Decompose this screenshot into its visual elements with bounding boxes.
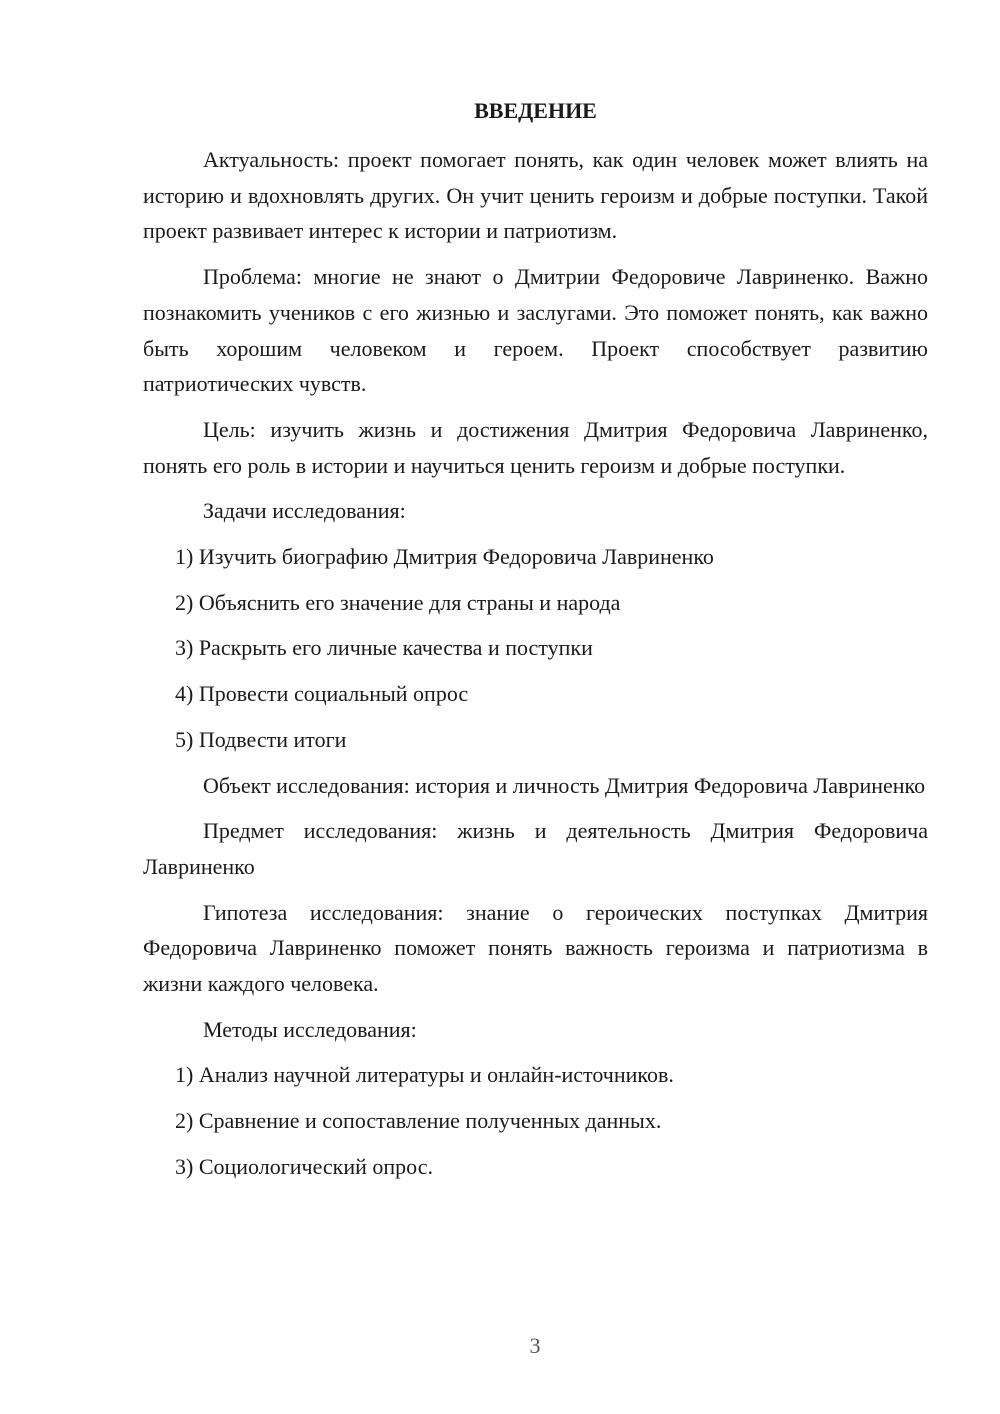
object-paragraph: Объект исследования: история и личность Дмитрия Федоровича Лавриненко	[203, 772, 926, 798]
problem-paragraph: Проблема: многие не знают о Дмитрии Федоровиче Лавриненко. Важно познакомить учеников с его жизнью и заслугами. Это поможет понять, как важно быть хорошим человеком и героем. Проект способствует развитию патриотических чувств.	[143, 264, 928, 397]
document-page	[143, 94, 928, 1195]
task-item: 4) Провести социальный опрос	[175, 681, 469, 707]
task-item: 3) Раскрыть его личные качества и поступки	[175, 635, 593, 661]
page-title: ВВЕДЕНИЕ	[474, 98, 597, 123]
hypothesis-paragraph: Гипотеза исследования: знание о героических поступках Дмитрия Федоровича Лавриненко поможет понять важность героизма и патриотизма в жизни каждого человека.	[143, 899, 928, 997]
task-item: 2) Объяснить его значение для страны и народа	[175, 589, 621, 615]
subject-paragraph: Предмет исследования: жизнь и деятельность Дмитрия Федоровича Лавриненко	[143, 818, 928, 879]
method-item: 2) Сравнение и сопоставление полученных данных.	[175, 1108, 662, 1134]
tasks-heading: Задачи исследования:	[203, 498, 406, 524]
method-item: 1) Анализ научной литературы и онлайн-источников.	[175, 1062, 674, 1088]
relevance-paragraph: Актуальность: проект помогает понять, как один человек может влиять на историю и вдохновлять других. Он учит ценить героизм и добрые поступки. Такой проект развивает интерес к истории и патриотизм.	[143, 147, 928, 244]
methods-heading: Методы исследования:	[203, 1016, 417, 1042]
task-item: 1) Изучить биографию Дмитрия Федоровича Лавриненко	[175, 544, 714, 570]
task-item: 5) Подвести итоги	[175, 726, 347, 752]
page-number: 3	[529, 1333, 541, 1358]
goal-paragraph: Цель: изучить жизнь и достижения Дмитрия Федоровича Лавриненко, понять его роль в истории и научиться ценить героизм и добрые поступки.	[143, 416, 928, 478]
method-item: 3) Социологический опрос.	[175, 1153, 433, 1179]
